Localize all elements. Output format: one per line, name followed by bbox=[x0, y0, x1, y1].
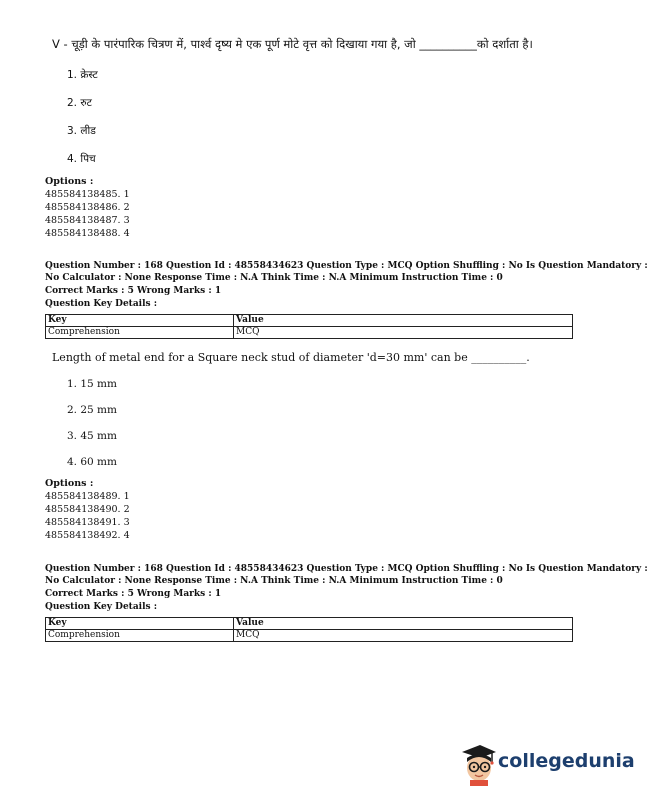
question-meta-line: No Calculator : None Response Time : N.A Think Time : N.A Minimum Instruction Time : 0 bbox=[45, 273, 503, 283]
question-1-choice-3: 3. लीड bbox=[67, 125, 96, 137]
graduate-mascot-icon bbox=[458, 742, 498, 786]
question-meta-line: Question Number : 168 Question Id : 48558434623 Question Type : MCQ Option Shuffling : No Is Question Mandatory : bbox=[45, 261, 648, 271]
question-1-option-id: 485584138486. 2 bbox=[45, 202, 130, 213]
key-cell: Comprehension bbox=[46, 630, 234, 642]
key-header-cell: Key bbox=[46, 315, 234, 327]
question-2-choice-3: 3. 45 mm bbox=[67, 430, 117, 442]
question-1-choice-2: 2. रुट bbox=[67, 97, 92, 109]
collegedunia-logo bbox=[458, 742, 635, 786]
question-1-option-id: 485584138488. 4 bbox=[45, 228, 130, 239]
table-row bbox=[46, 630, 573, 642]
question-1-choice-4: 4. पिच bbox=[67, 153, 96, 165]
question-2-option-id: 485584138492. 4 bbox=[45, 530, 130, 541]
question-meta-line: No Calculator : None Response Time : N.A Think Time : N.A Minimum Instruction Time : 0 bbox=[45, 576, 503, 586]
value-cell: MCQ bbox=[234, 630, 573, 642]
question-2-choice-4: 4. 60 mm bbox=[67, 456, 117, 468]
question-1-option-id: 485584138485. 1 bbox=[45, 189, 130, 200]
key-details-heading: Question Key Details : bbox=[45, 299, 158, 309]
value-cell: MCQ bbox=[234, 327, 573, 339]
question-1-options-label: Options : bbox=[45, 176, 94, 187]
question-2-text: Length of metal end for a Square neck stud of diameter 'd=30 mm' can be __________. bbox=[52, 351, 530, 364]
question-1-option-id: 485584138487. 3 bbox=[45, 215, 130, 226]
logo-wordmark: collegedunia bbox=[498, 750, 635, 772]
table-row bbox=[46, 327, 573, 339]
table-header-row bbox=[46, 618, 573, 630]
value-header-cell: Value bbox=[234, 315, 573, 327]
question-meta-line: Question Number : 168 Question Id : 48558434623 Question Type : MCQ Option Shuffling : No Is Question Mandatory : bbox=[45, 564, 648, 574]
question-2-option-id: 485584138490. 2 bbox=[45, 504, 130, 515]
key-details-heading: Question Key Details : bbox=[45, 602, 158, 612]
question-key-table bbox=[45, 617, 573, 642]
value-header-cell: Value bbox=[234, 618, 573, 630]
question-2-option-id: 485584138489. 1 bbox=[45, 491, 130, 502]
question-2-choice-2: 2. 25 mm bbox=[67, 404, 117, 416]
question-2-choice-1: 1. 15 mm bbox=[67, 378, 117, 390]
question-1-choice-1: 1. क्रेस्ट bbox=[67, 69, 98, 81]
key-cell: Comprehension bbox=[46, 327, 234, 339]
table-header-row bbox=[46, 315, 573, 327]
question-2-options-label: Options : bbox=[45, 478, 94, 489]
marks-line: Correct Marks : 5 Wrong Marks : 1 bbox=[45, 589, 222, 599]
key-header-cell: Key bbox=[46, 618, 234, 630]
question-1-text: V - चूड़ी के पारंपारिक चित्रण में, पार्श्व दृष्य मे एक पूर्ण मोटे वृत्त को दिखाया गया है, जो __________को दर्शाता है। bbox=[52, 37, 533, 51]
question-2-option-id: 485584138491. 3 bbox=[45, 517, 130, 528]
marks-line: Correct Marks : 5 Wrong Marks : 1 bbox=[45, 286, 222, 296]
question-key-table bbox=[45, 314, 573, 339]
